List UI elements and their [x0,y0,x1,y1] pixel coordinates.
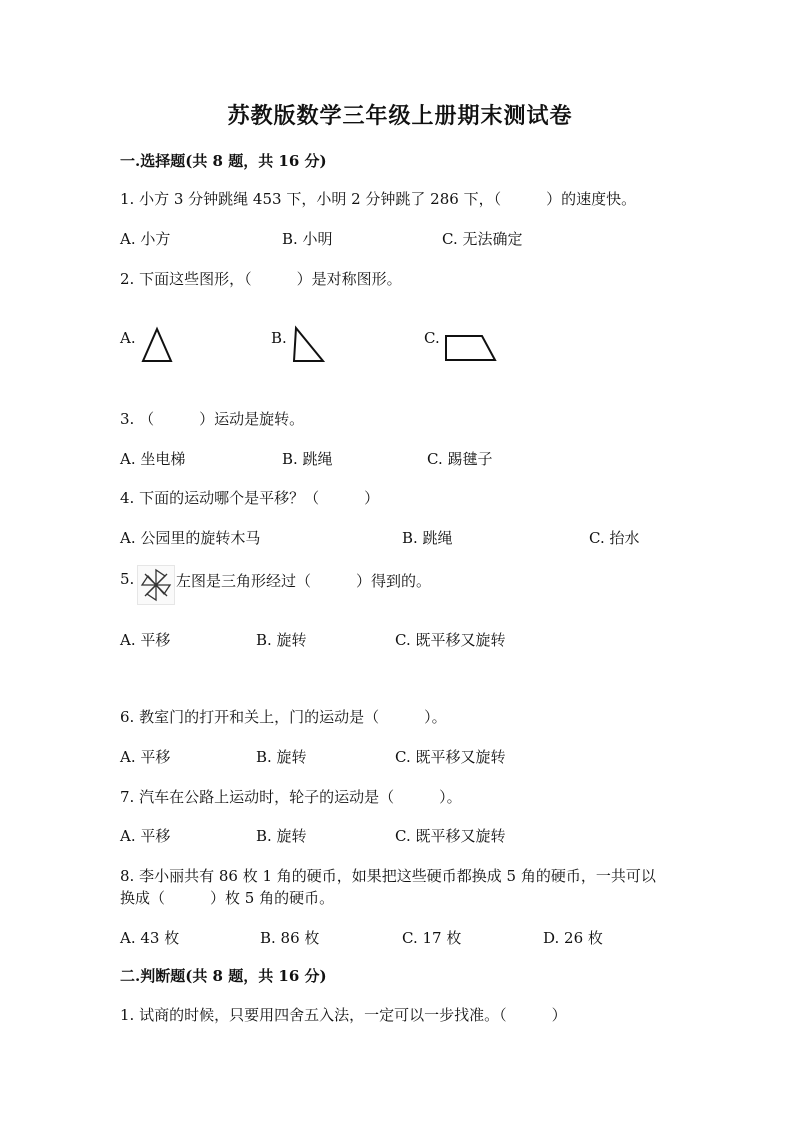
q5-option-b: B. 旋转 [256,631,307,649]
isosceles-triangle-figure [140,326,174,364]
question-4: 4. 下面的运动哪个是平移？（ ） [120,489,380,507]
q8-option-b: B. 86 枚 [260,929,320,947]
q6-option-c: C. 既平移又旋转 [395,748,506,766]
question-1: 1. 小方 3 分钟跳绳 453 下，小明 2 分钟跳了 286 下，（ ）的速度快。 [120,190,637,208]
q7-option-c: C. 既平移又旋转 [395,827,506,845]
q6-option-b: B. 旋转 [256,748,307,766]
q4-option-b: B. 跳绳 [402,529,453,547]
q3-option-b: B. 跳绳 [282,450,333,468]
q4-option-a: A. 公园里的旋转木马 [120,529,261,547]
q8-option-a: A. 43 枚 [120,929,180,947]
trapezoid-figure [442,333,498,363]
question-2: 2. 下面这些图形，（ ）是对称图形。 [120,270,402,288]
q5-option-c: C. 既平移又旋转 [395,631,506,649]
q8-option-d: D. 26 枚 [543,929,603,947]
section-heading-choice: 一.选择题(共 8 题，共 16 分) [120,152,327,170]
pinwheel-figure [137,565,175,605]
question-7: 7. 汽车在公路上运动时，轮子的运动是（ ）。 [120,788,462,806]
question-8-line-1: 8. 李小丽共有 86 枚 1 角的硬币，如果把这些硬币都换成 5 角的硬币，一共可以 [120,867,656,885]
section-heading-judgement: 二.判断题(共 8 题，共 16 分) [120,967,327,985]
q2-option-b: B. [271,329,287,347]
question-8-line-2: 换成（ ）枚 5 角的硬币。 [120,889,335,907]
q3-option-a: A. 坐电梯 [120,450,186,468]
q4-option-c: C. 抬水 [589,529,640,547]
q2-option-c: C. [424,329,440,347]
question-3: 3. （ ）运动是旋转。 [120,410,305,428]
q7-option-a: A. 平移 [120,827,171,845]
q2-option-a: A. [120,329,136,347]
question-6: 6. 教室门的打开和关上，门的运动是（ ）。 [120,708,447,726]
q3-option-c: C. 踢毽子 [427,450,493,468]
page-title: 苏教版数学三年级上册期末测试卷 [227,103,573,129]
q5-option-a: A. 平移 [120,631,171,649]
question-5-number: 5. [120,570,135,588]
scalene-triangle-figure [290,325,326,365]
q1-option-c: C. 无法确定 [442,230,523,248]
q8-option-c: C. 17 枚 [402,929,462,947]
q1-option-b: B. 小明 [282,230,333,248]
q1-option-a: A. 小方 [120,230,171,248]
judgement-question-1: 1. 试商的时候，只要用四舍五入法，一定可以一步找准。（ ） [120,1006,567,1024]
question-5: 左图是三角形经过（ ）得到的。 [176,572,432,590]
q7-option-b: B. 旋转 [256,827,307,845]
q6-option-a: A. 平移 [120,748,171,766]
